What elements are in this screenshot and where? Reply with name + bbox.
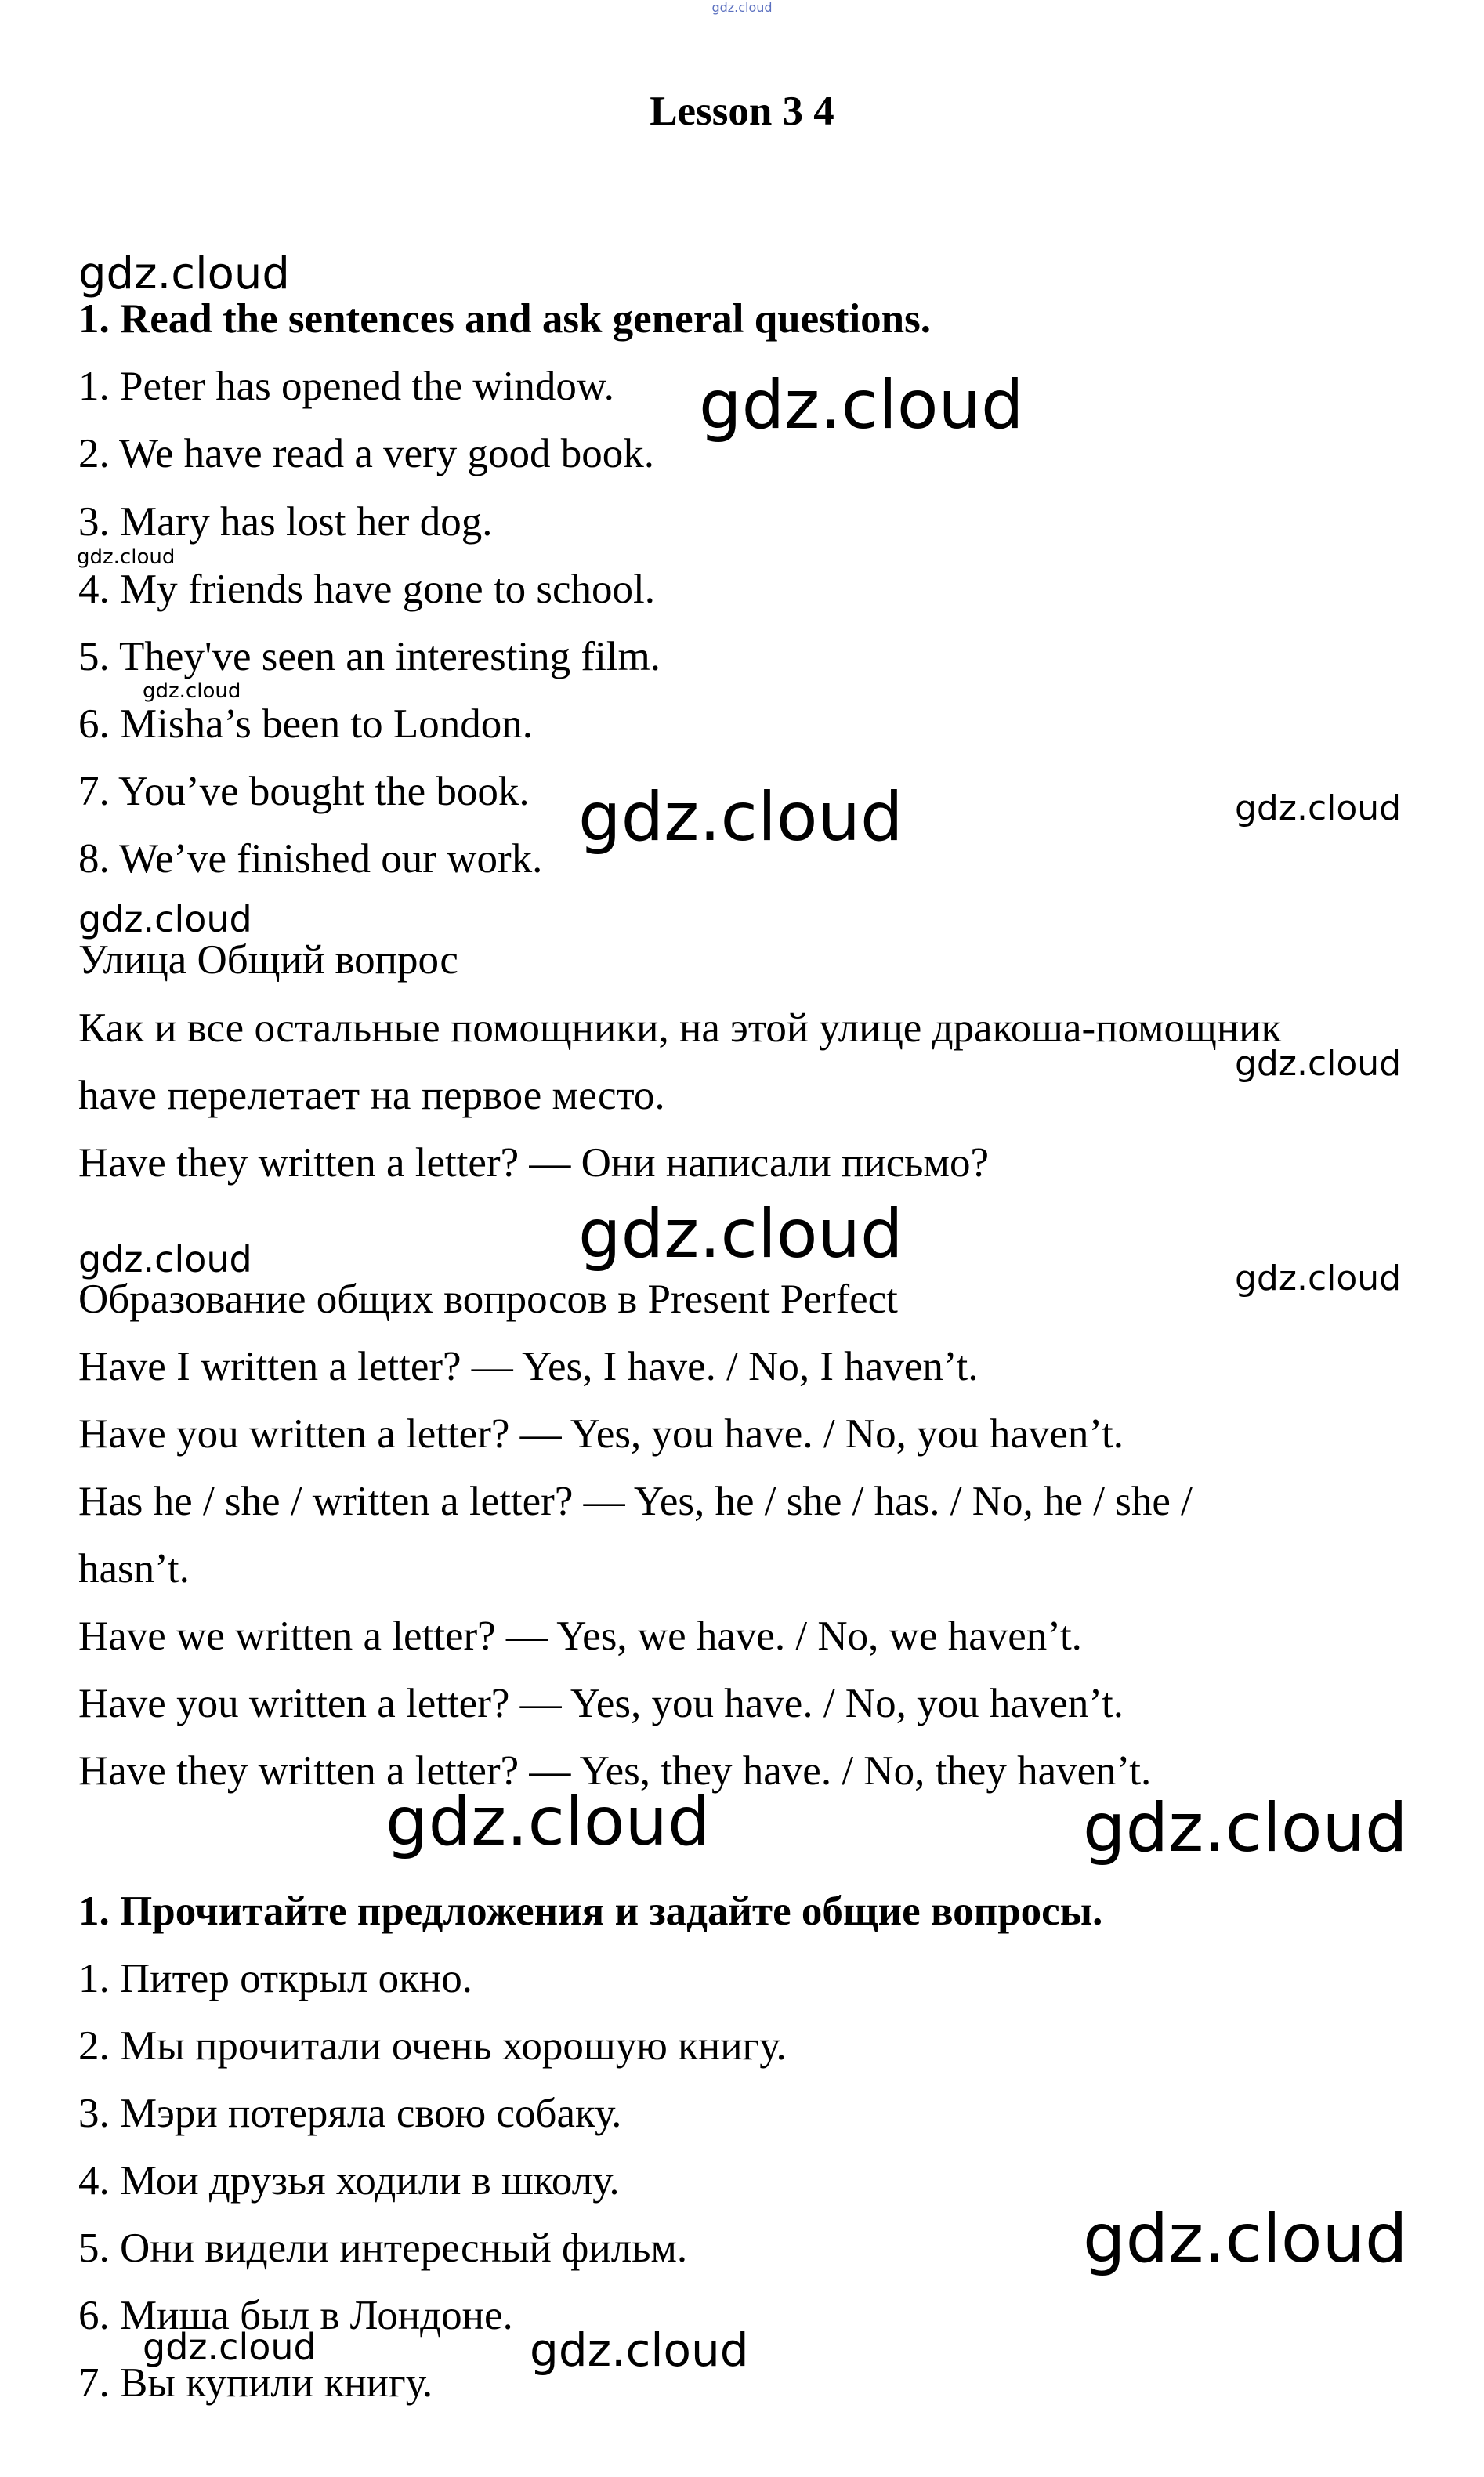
exercise-heading-en: 1. Read the sentences and ask general questions. [78,296,932,342]
explanation-line: Have they written a letter? — Они написали письмо? [78,1140,989,1186]
explanation-line: Как и все остальные помощники, на этой улице дракоша-помощник [78,1005,1282,1051]
explanation-line: Улица Общий вопрос [78,937,458,983]
watermark: gdz.cloud [578,1195,903,1273]
sentence-line: 6. Misha’s been to London. [78,701,533,747]
explanation-line: Образование общих вопросов в Present Perfect [78,1277,898,1322]
explanation-line: Have you written a letter? — Yes, you have. / No, you haven’t. [78,1681,1124,1726]
translation-line: 4. Мои друзья ходили в школу. [78,2158,620,2204]
page-title: Lesson 3 4 [650,89,834,134]
sentence-line: 5. They've seen an interesting film. [78,634,661,679]
sentence-line: 3. Mary has lost her dog. [78,499,493,545]
watermark: gdz.cloud [78,1238,252,1280]
translation-line: 7. Вы купили книгу. [78,2360,433,2406]
watermark: gdz.cloud [699,366,1024,444]
translation-line: 1. Питер открыл окно. [78,1956,472,2001]
watermark: gdz.cloud [530,2323,749,2377]
watermark: gdz.cloud [1235,788,1402,828]
watermark: gdz.cloud [77,545,176,569]
header-watermark: gdz.cloud [711,0,773,15]
watermark: gdz.cloud [385,1783,711,1861]
sentence-line: 7. You’ve bought the book. [78,769,530,814]
explanation-line: Have I written a letter? — Yes, I have. / No, I haven’t. [78,1344,979,1389]
exercise-heading-ru: 1. Прочитайте предложения и задайте общие вопросы. [78,1889,1103,1934]
sentence-line: 4. My friends have gone to school. [78,567,655,612]
watermark: gdz.cloud [1083,1789,1408,1867]
sentence-line: 1. Peter has opened the window. [78,364,614,409]
translation-line: 2. Мы прочитали очень хорошую книгу. [78,2023,787,2069]
explanation-line: hasn’t. [78,1546,190,1592]
watermark: gdz.cloud [78,248,290,299]
watermark: gdz.cloud [1235,1258,1402,1298]
watermark: gdz.cloud [1083,2200,1408,2278]
sentence-line: 2. We have read a very good book. [78,431,655,476]
explanation-line: Has he / she / written a letter? — Yes, he / she / has. / No, he / she / [78,1479,1193,1524]
translation-line: 6. Миша был в Лондоне. [78,2293,513,2338]
watermark: gdz.cloud [578,778,903,856]
watermark: gdz.cloud [143,2326,317,2368]
translation-line: 5. Они видели интересный фильм. [78,2225,688,2271]
sentence-line: 8. We’ve finished our work. [78,836,543,882]
explanation-line: Have you written a letter? — Yes, you have. / No, you haven’t. [78,1411,1124,1457]
explanation-line: Have they written a letter? — Yes, they have. / No, they haven’t. [78,1748,1152,1794]
watermark: gdz.cloud [1235,1044,1402,1084]
watermark: gdz.cloud [143,679,241,703]
translation-line: 3. Мэри потеряла свою собаку. [78,2091,622,2136]
explanation-line: Have we written a letter? — Yes, we have. / No, we haven’t. [78,1613,1082,1659]
watermark: gdz.cloud [78,898,252,940]
explanation-line: have перелетает на первое место. [78,1073,665,1118]
